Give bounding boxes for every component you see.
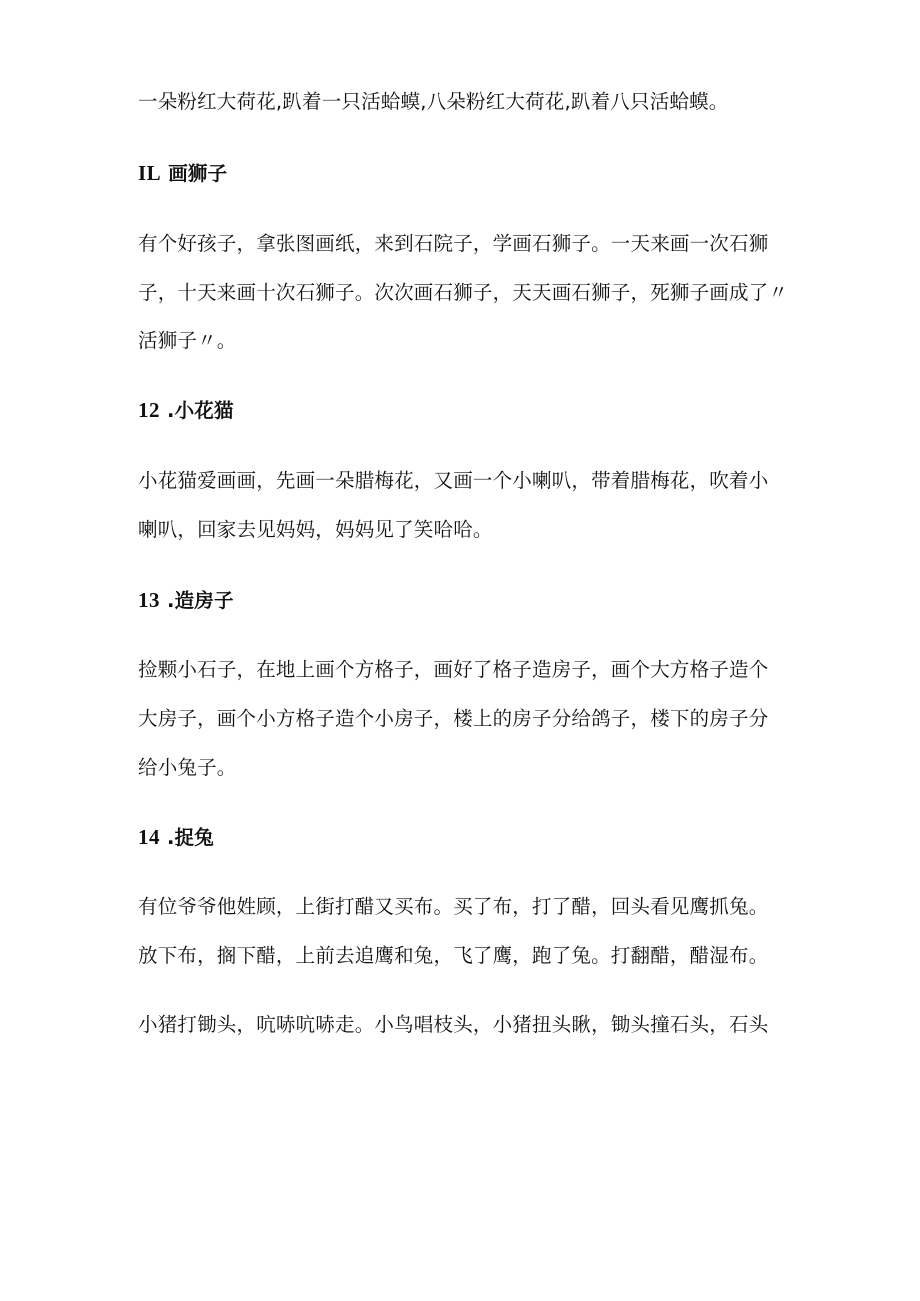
section-12-title: .小花猫 [167, 399, 234, 422]
section-14-title: .捉兔 [167, 826, 215, 849]
intro-line-1: 一朵粉红大荷花,趴着一只活蛤蟆,八朵粉红大荷花,趴着八只活蛤蟆。 [138, 90, 729, 113]
section-11-number: IL [138, 161, 162, 185]
section-14-line-2: 放下布，搁下醋，上前去追鹰和兔，飞了鹰，跑了兔。打翻醋，醋湿布。 [138, 944, 769, 967]
section-13-heading [138, 586, 234, 615]
section-14-heading [138, 823, 214, 852]
section-14-line-1: 有位爷爷他姓顾，上街打醋又买布。买了布，打了醋，回头看见鹰抓兔。 [138, 895, 769, 918]
section-14-number: 14 [138, 825, 160, 849]
section-11-line-2: 子，十天来画十次石狮子。次次画石狮子，天天画石狮子，死狮子画成了〃 [138, 281, 789, 304]
section-11-line-3: 活狮子〃。 [138, 329, 237, 352]
section-13-line-2: 大房子，画个小方格子造个小房子，楼上的房子分给鸽子，楼下的房子分 [138, 707, 769, 730]
section-11-heading [138, 159, 227, 188]
section-12-line-2: 喇叭，回家去见妈妈，妈妈见了笑哈哈。 [138, 518, 493, 541]
section-13-title: .造房子 [167, 589, 234, 612]
section-12-heading [138, 396, 234, 425]
section-11-title: 画狮子 [168, 162, 228, 185]
section-12-number: 12 [138, 398, 160, 422]
section-13-line-3: 给小兔子。 [138, 756, 237, 779]
trailing-line-1: 小猪打锄头，吭哧吭哧走。小鸟唱枝头，小猪扭头瞅，锄头撞石头，石头 [138, 1013, 769, 1036]
section-13-line-1: 捡颗小石子，在地上画个方格子，画好了格子造房子，画个大方格子造个 [138, 658, 769, 681]
section-11-line-1: 有个好孩子，拿张图画纸，来到石院子，学画石狮子。一天来画一次石狮 [138, 232, 769, 255]
section-13-number: 13 [138, 588, 160, 612]
section-12-line-1: 小花猫爱画画，先画一朵腊梅花，又画一个小喇叭，带着腊梅花，吹着小 [138, 469, 769, 492]
